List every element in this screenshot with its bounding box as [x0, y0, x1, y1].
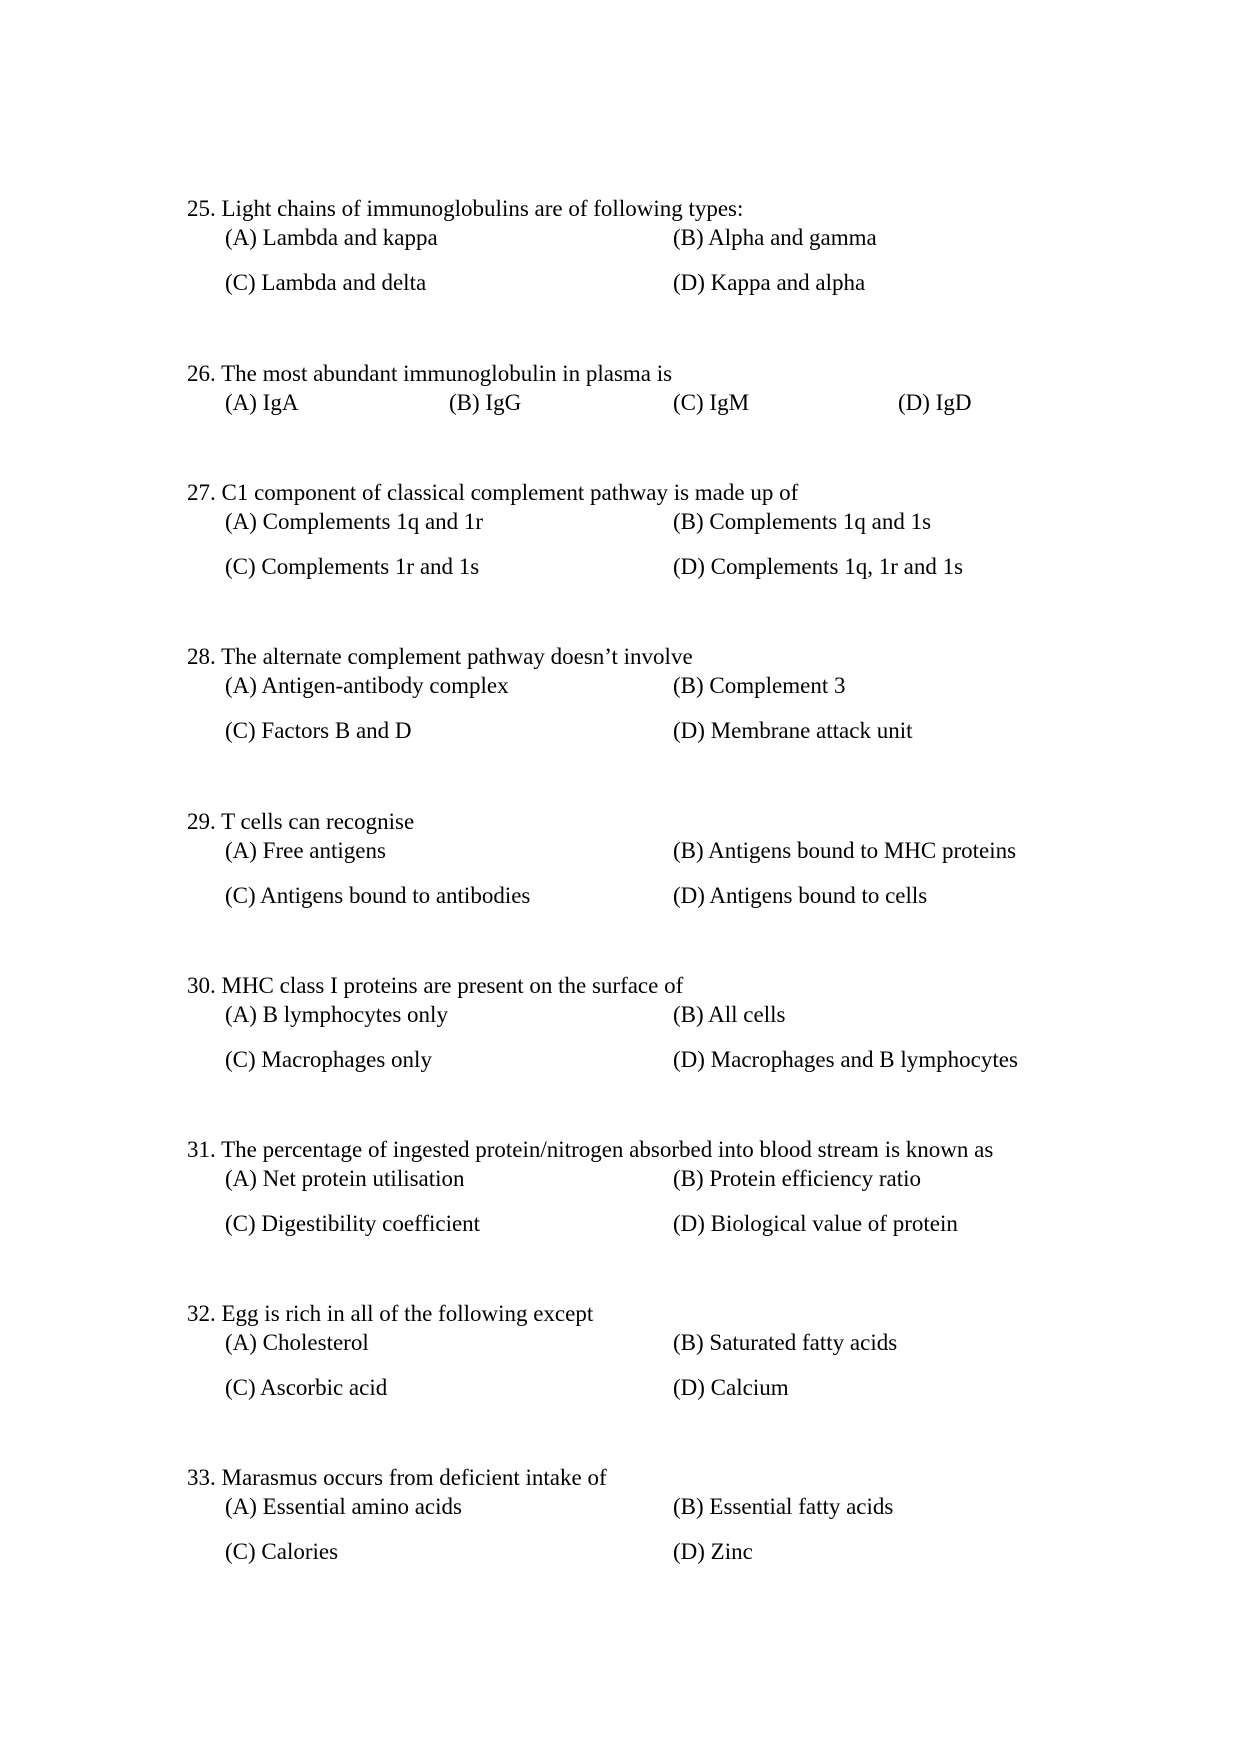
question-text: The most abundant immunoglobulin in plasma is — [221, 361, 673, 386]
option-d: (D) Antigens bound to cells — [673, 883, 928, 908]
question-text: The percentage of ingested protein/nitrogen absorbed into blood stream is known as — [221, 1137, 994, 1162]
option-b: (B) All cells — [673, 1002, 786, 1027]
option-a: (A) Free antigens — [225, 838, 386, 863]
question-stem — [187, 1466, 607, 1489]
option-d: (D) Complements 1q, 1r and 1s — [673, 554, 964, 579]
option-d: (D) Macrophages and B lymphocytes — [673, 1047, 1018, 1072]
question-number: 29. — [187, 809, 216, 834]
option-a: (A) Essential amino acids — [225, 1494, 462, 1519]
question-26 — [187, 362, 1087, 472]
question-text: The alternate complement pathway doesn’t involve — [221, 644, 693, 669]
question-32 — [187, 1302, 1087, 1412]
question-text: Marasmus occurs from deficient intake of — [221, 1465, 607, 1490]
option-c: (C) Ascorbic acid — [225, 1375, 388, 1400]
option-c: (C) Calories — [225, 1539, 339, 1564]
option-a: (A) Antigen-antibody complex — [225, 673, 509, 698]
option-b: (B) Protein efficiency ratio — [673, 1166, 922, 1191]
question-stem — [187, 362, 672, 385]
option-d: (D) IgD — [898, 390, 972, 415]
question-number: 27. — [187, 480, 216, 505]
question-stem — [187, 1138, 993, 1161]
question-27 — [187, 481, 1087, 591]
option-b: (B) Antigens bound to MHC proteins — [673, 838, 1017, 863]
question-stem — [187, 481, 798, 504]
question-text: Egg is rich in all of the following except — [221, 1301, 594, 1326]
option-d: (D) Calcium — [673, 1375, 789, 1400]
option-d: (D) Biological value of protein — [673, 1211, 958, 1236]
option-a: (A) Complements 1q and 1r — [225, 509, 484, 534]
question-text: MHC class I proteins are present on the surface of — [221, 973, 684, 998]
option-b: (B) Essential fatty acids — [673, 1494, 894, 1519]
question-28 — [187, 645, 1087, 755]
question-number: 31. — [187, 1137, 216, 1162]
question-31 — [187, 1138, 1087, 1248]
option-c: (C) Lambda and delta — [225, 270, 427, 295]
question-33 — [187, 1466, 1087, 1576]
option-d: (D) Zinc — [673, 1539, 753, 1564]
question-stem — [187, 1302, 593, 1325]
option-b: (B) Alpha and gamma — [673, 225, 877, 250]
option-a: (A) Net protein utilisation — [225, 1166, 465, 1191]
option-c: (C) Factors B and D — [225, 718, 412, 743]
question-text: Light chains of immunoglobulins are of following types: — [221, 196, 744, 221]
option-a: (A) B lymphocytes only — [225, 1002, 448, 1027]
question-number: 33. — [187, 1465, 216, 1490]
question-stem — [187, 197, 743, 220]
option-b: (B) Complements 1q and 1s — [673, 509, 932, 534]
option-c: (C) IgM — [673, 390, 750, 415]
option-a: (A) IgA — [225, 390, 299, 415]
question-number: 32. — [187, 1301, 216, 1326]
option-c: (C) Antigens bound to antibodies — [225, 883, 531, 908]
option-c: (C) Macrophages only — [225, 1047, 432, 1072]
option-d: (D) Membrane attack unit — [673, 718, 913, 743]
question-text: C1 component of classical complement pathway is made up of — [221, 480, 799, 505]
option-b: (B) Complement 3 — [673, 673, 846, 698]
option-b: (B) Saturated fatty acids — [673, 1330, 898, 1355]
option-b: (B) IgG — [449, 390, 522, 415]
question-number: 25. — [187, 196, 216, 221]
question-stem — [187, 645, 693, 668]
question-number: 28. — [187, 644, 216, 669]
option-d: (D) Kappa and alpha — [673, 270, 866, 295]
option-a: (A) Cholesterol — [225, 1330, 369, 1355]
question-25 — [187, 197, 1087, 307]
question-number: 30. — [187, 973, 216, 998]
question-stem — [187, 974, 683, 997]
option-c: (C) Complements 1r and 1s — [225, 554, 480, 579]
question-number: 26. — [187, 361, 216, 386]
question-text: T cells can recognise — [221, 809, 415, 834]
question-29 — [187, 810, 1087, 920]
option-c: (C) Digestibility coefficient — [225, 1211, 481, 1236]
question-stem — [187, 810, 414, 833]
question-30 — [187, 974, 1087, 1084]
option-a: (A) Lambda and kappa — [225, 225, 438, 250]
